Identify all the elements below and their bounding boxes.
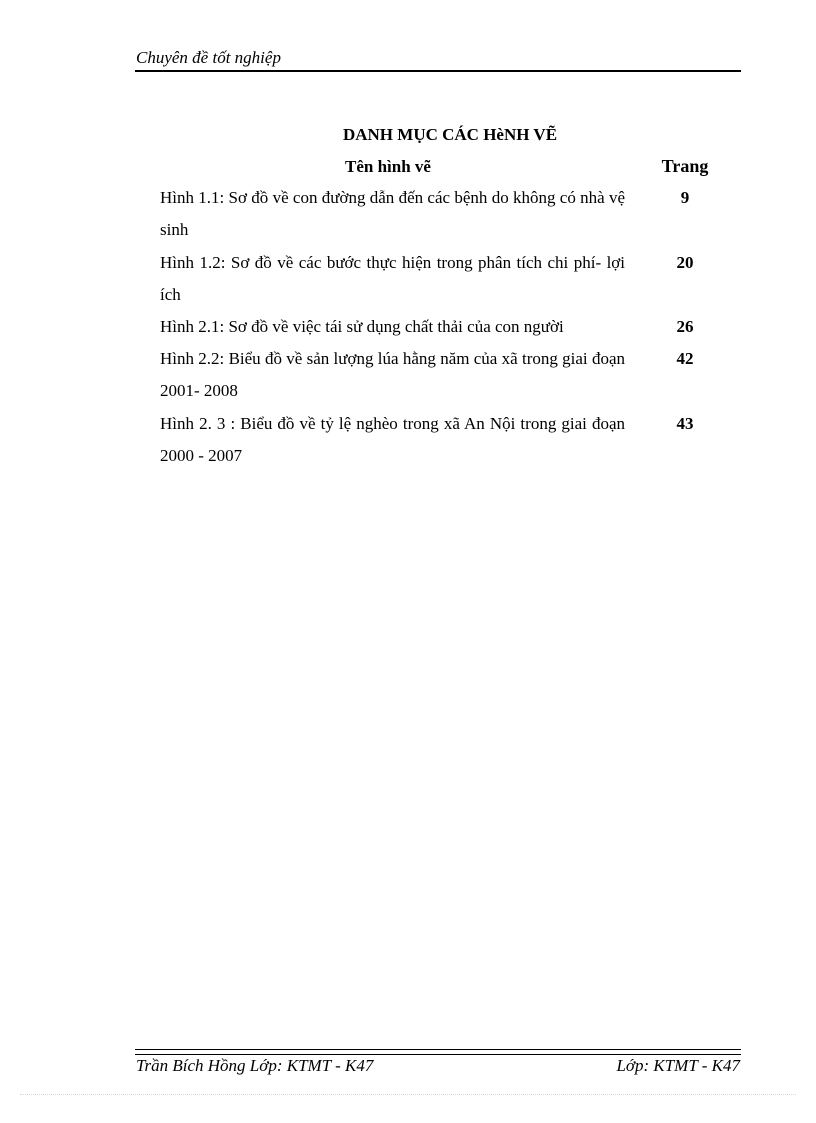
- figure-page-4: 42: [676, 349, 694, 368]
- figure-page-5: 43: [676, 414, 694, 433]
- column-header-name: Tên hình vẽ: [345, 157, 431, 176]
- footer-rule: [135, 1049, 741, 1055]
- figure-page-2: 20: [676, 253, 694, 272]
- figure-entry-4: Hình 2.2: Biểu đồ về sản lượng lúa hằng năm của xã trong giai đoạn 2001- 2008: [160, 349, 625, 400]
- figure-page-3: 26: [676, 317, 694, 336]
- footer-author-class: Trần Bích Hồng Lớp: KTMT - K47: [136, 1056, 374, 1075]
- running-header: Chuyên đề tốt nghiệp: [136, 48, 281, 67]
- figure-entry-2: Hình 1.2: Sơ đồ về các bước thực hiện trong phân tích chi phí- lợi ích: [160, 253, 625, 304]
- figure-page-1: 9: [680, 188, 690, 207]
- footer-class: Lớp: KTMT - K47: [616, 1056, 740, 1075]
- figure-entry-3: Hình 2.1: Sơ đồ về việc tái sử dụng chất thải của con người: [160, 317, 564, 336]
- column-header-page: Trang: [661, 156, 709, 176]
- figure-entry-5: Hình 2. 3 : Biểu đồ về tỷ lệ nghèo trong xã An Nội trong giai đoạn 2000 - 2007: [160, 414, 625, 465]
- figure-entry-1: Hình 1.1: Sơ đồ về con đường dẫn đến các bệnh do không có nhà vệ sinh: [160, 188, 625, 239]
- header-rule: [135, 70, 741, 72]
- page-bottom-divider: [20, 1094, 796, 1095]
- page-title: DANH MỤC CÁC HèNH VẼ: [342, 125, 558, 144]
